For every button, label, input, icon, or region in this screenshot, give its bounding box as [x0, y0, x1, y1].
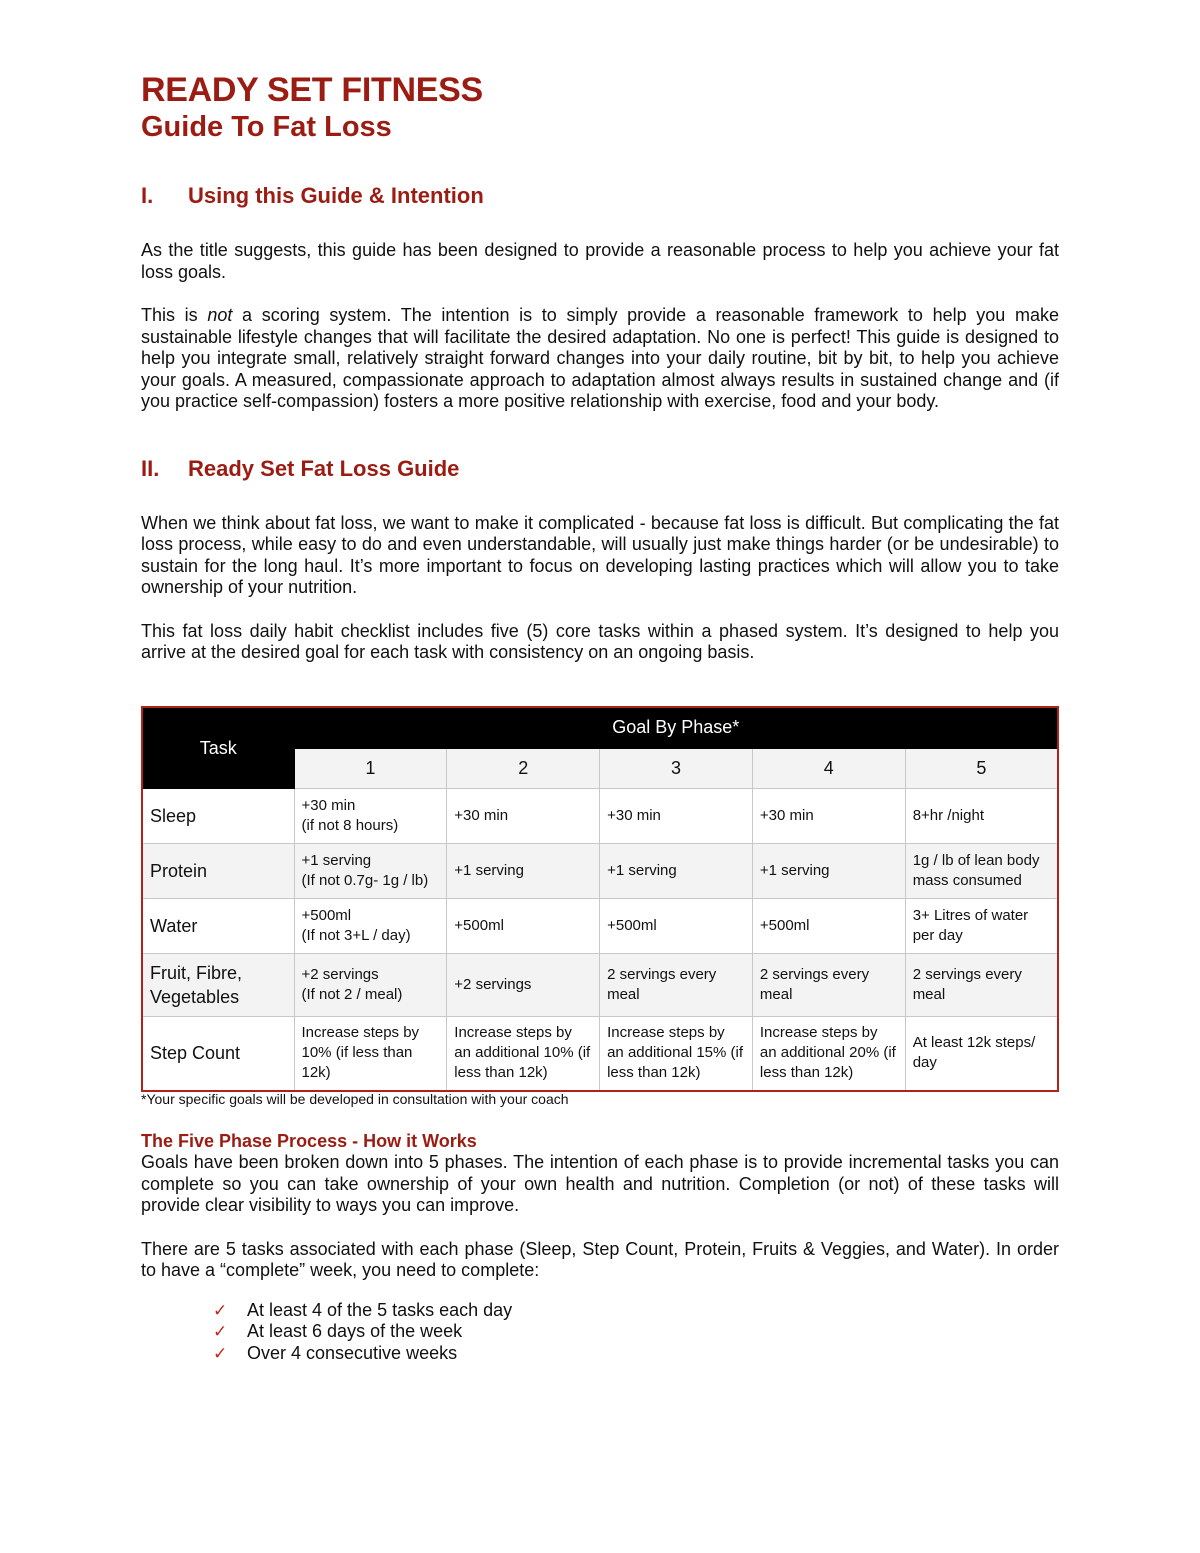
process-paragraph: Goals have been broken down into 5 phases. The intention of each phase is to provide incremental tasks you can complete so you can take ownership of your own health and nutrition. Completion (or not) of these tasks will provide clear visibility to ways you can improve. — [141, 1152, 1059, 1215]
goal-cell: +2 servings — [447, 954, 600, 1017]
intention-paragraph: This is not a scoring system. The intention is to simply provide a reasonable framework to help you make sustainable lifestyle changes that will facilitate the desired adaptation. No one is perfect! This guide is designed to help you integrate small, relatively straight forward changes into your daily routine, bit by bit, to help you achieve your goals. A measured, compassionate approach to adaptation almost always results in sustained change and (if you practice self-compassion) fosters a more positive relationship with exercise, food and your body. — [141, 305, 1059, 411]
section-number: I. — [141, 183, 154, 208]
checkmark-icon: ✓ — [213, 1300, 228, 1320]
task-name: Step Count — [142, 1017, 294, 1091]
goal-cell: 8+hr /night — [905, 789, 1058, 844]
goal-cell: +500ml — [752, 899, 905, 954]
intro-paragraph: As the title suggests, this guide has been designed to provide a reasonable process to help you achieve your fat loss goals. — [141, 240, 1059, 282]
task-name: Water — [142, 899, 294, 954]
table-row — [142, 954, 1058, 1017]
goal-by-phase-header: Goal By Phase* — [294, 707, 1058, 748]
checklist-intro-paragraph: This fat loss daily habit checklist includes five (5) core tasks within a phased system. It’s designed to help you arrive at the desired goal for each task with consistency on an ongoing basis. — [141, 620, 1059, 662]
table-row — [142, 1017, 1058, 1091]
goal-cell: 2 servings every meal — [752, 954, 905, 1017]
table-footnote: *Your specific goals will be developed in consultation with your coach — [141, 1091, 569, 1107]
goal-cell: +30 min (if not 8 hours) — [294, 789, 447, 844]
section-heading-1 — [141, 182, 1059, 210]
fat-loss-paragraph: When we think about fat loss, we want to make it complicated - because fat loss is difficult. But complicating the fat loss process, while easy to do and even understandable, will usually just make things harder (or be undesirable) to sustain for the long haul. It’s more important to focus on developing lasting practices which will allow you to take ownership of your nutrition. — [141, 512, 1059, 597]
list-item: ✓ Over 4 consecutive weeks — [213, 1342, 458, 1363]
goal-cell: +500ml — [447, 899, 600, 954]
goal-cell: 3+ Litres of water per day — [905, 899, 1058, 954]
table-row — [142, 789, 1058, 844]
document-page — [141, 62, 1059, 664]
list-item: ✓ At least 4 of the 5 tasks each day — [213, 1299, 513, 1320]
task-name: Sleep — [142, 789, 294, 844]
goal-cell: At least 12k steps/ day — [905, 1017, 1058, 1091]
goal-cell: +1 serving (If not 0.7g- 1g / lb) — [294, 844, 447, 899]
task-column-header: Task — [142, 707, 294, 789]
goal-cell: Increase steps by an additional 15% (if less than 12k) — [600, 1017, 753, 1091]
section-title: Ready Set Fat Loss Guide — [188, 455, 460, 481]
goal-cell: +500ml — [600, 899, 753, 954]
goal-cell: +1 serving — [600, 844, 753, 899]
checkmark-icon: ✓ — [213, 1343, 228, 1363]
goal-cell: +2 servings (If not 2 / meal) — [294, 954, 447, 1017]
goal-cell: +500ml (If not 3+L / day) — [294, 899, 447, 954]
goal-cell: 1g / lb of lean body mass consumed — [905, 844, 1058, 899]
goal-cell: 2 servings every meal — [600, 954, 753, 1017]
goal-cell: +1 serving — [447, 844, 600, 899]
phase-header: 4 — [752, 748, 905, 789]
table-row — [142, 899, 1058, 954]
tasks-paragraph: There are 5 tasks associated with each phase (Sleep, Step Count, Protein, Fruits & Veggies, and Water). In order to have a “complete” week, you need to complete: — [141, 1238, 1059, 1280]
process-section — [141, 1130, 1059, 1364]
goal-cell: +30 min — [752, 789, 905, 844]
phase-header: 2 — [447, 748, 600, 789]
phase-header: 1 — [294, 748, 447, 789]
goal-by-phase-table — [141, 706, 1059, 1092]
guide-subtitle: Guide To Fat Loss — [141, 111, 392, 143]
goal-cell: Increase steps by 10% (if less than 12k) — [294, 1017, 447, 1091]
goal-cell: +30 min — [600, 789, 753, 844]
phase-header: 3 — [600, 748, 753, 789]
process-title: The Five Phase Process - How it Works — [141, 1131, 477, 1151]
goal-cell: Increase steps by an additional 20% (if less than 12k) — [752, 1017, 905, 1091]
goal-cell: 2 servings every meal — [905, 954, 1058, 1017]
task-name: Protein — [142, 844, 294, 899]
table-row — [142, 844, 1058, 899]
goal-cell: +30 min — [447, 789, 600, 844]
task-name: Fruit, Fibre, Vegetables — [142, 954, 294, 1017]
section-title: Using this Guide & Intention — [188, 183, 484, 208]
goal-cell: +1 serving — [752, 844, 905, 899]
brand-title: READY SET FITNESS — [141, 71, 483, 109]
completion-checklist — [141, 1300, 1059, 1365]
phase-header: 5 — [905, 748, 1058, 789]
goal-cell: Increase steps by an additional 10% (if less than 12k) — [447, 1017, 600, 1091]
section-number: II. — [141, 455, 160, 481]
checkmark-icon: ✓ — [213, 1322, 228, 1341]
list-item: ✓ At least 6 days of the week — [213, 1321, 463, 1341]
section-heading-2 — [141, 455, 1059, 483]
